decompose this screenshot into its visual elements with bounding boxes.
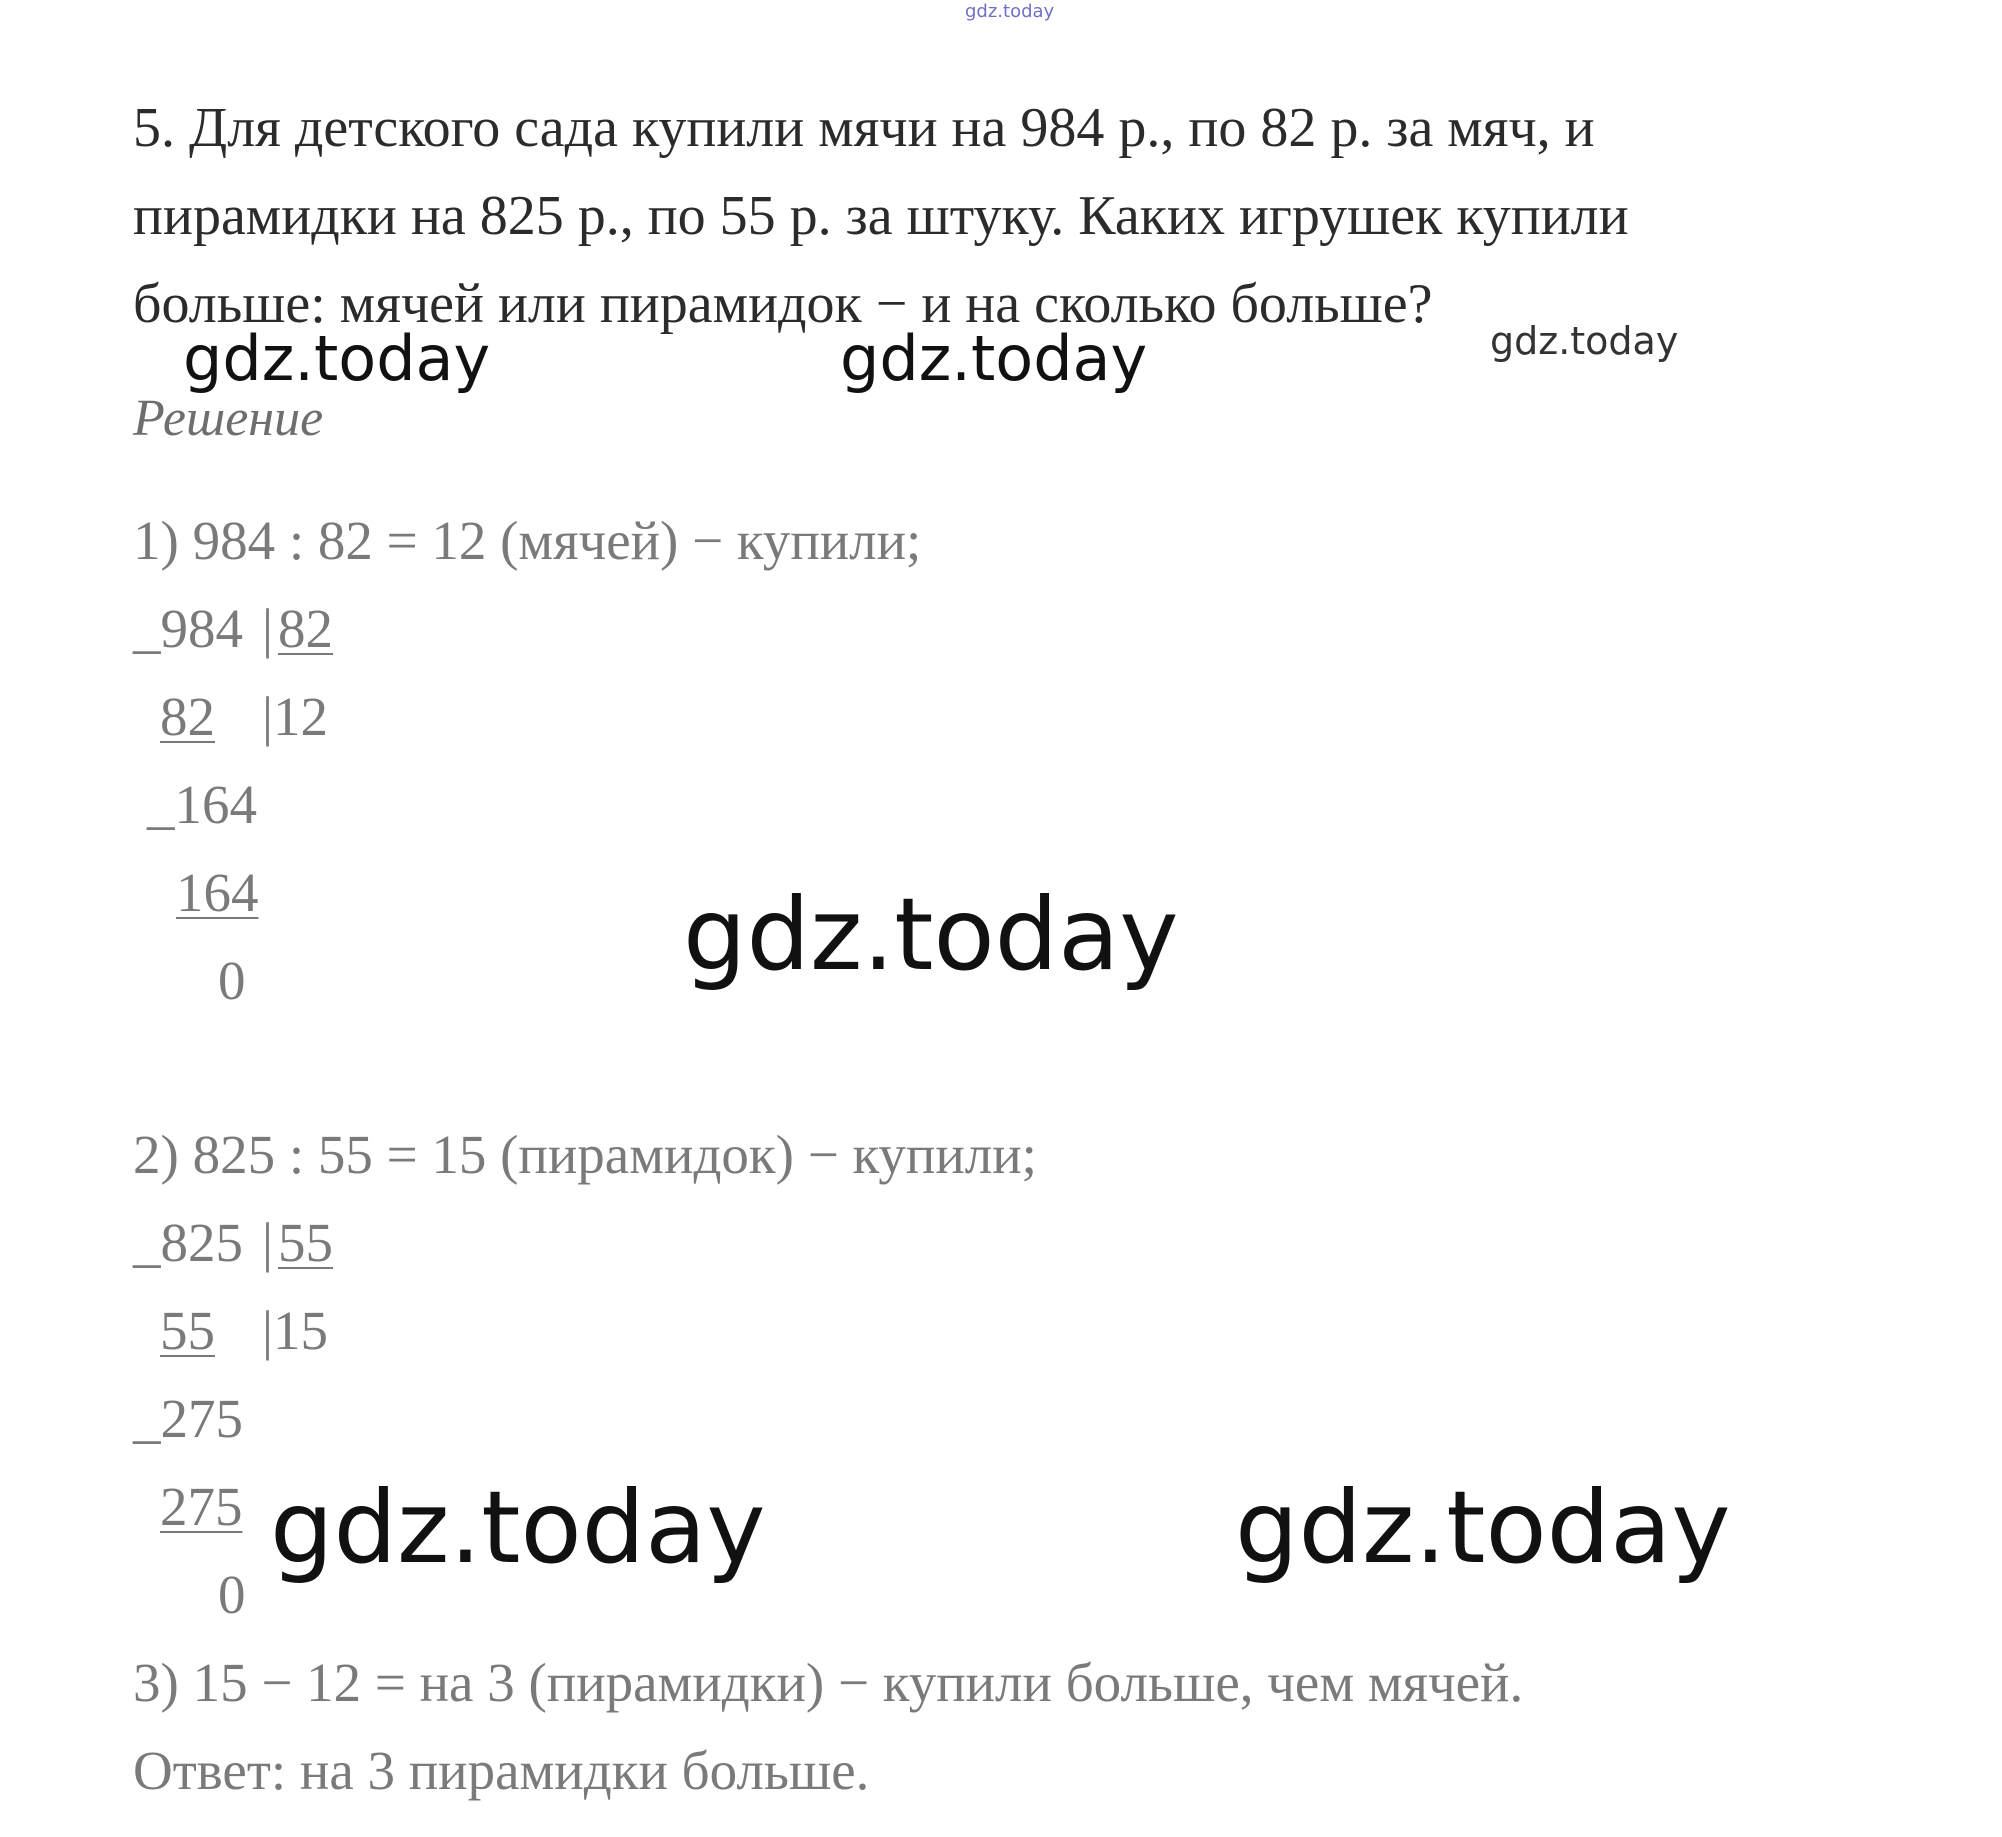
division1-subtrahend-2: 164: [176, 862, 259, 923]
solution-step-1: 1) 984 : 82 = 12 (мячей) − купили;: [133, 510, 922, 571]
division1-remainder-1: _164: [147, 774, 257, 835]
division2-bar: |: [262, 1212, 274, 1273]
watermark: gdz.today: [683, 876, 1179, 993]
division2-result: 0: [218, 1564, 246, 1625]
watermark: gdz.today: [183, 322, 491, 395]
watermark: gdz.today: [270, 1469, 766, 1586]
problem-line-2: пирамидки на 825 р., по 55 р. за штуку. Каких игрушек купили: [133, 185, 1629, 247]
division2-dividend: _825: [133, 1212, 243, 1273]
division1-quotient: |12: [262, 686, 329, 747]
division2-subtrahend-1: 55: [160, 1300, 215, 1361]
division1-bar: |: [262, 598, 274, 659]
watermark: gdz.today: [1490, 319, 1679, 363]
division1-dividend: _984: [133, 598, 243, 659]
division1-divisor: 82: [278, 598, 333, 659]
problem-line-1: 5. Для детского сада купили мячи на 984 р., по 82 р. за мяч, и: [133, 97, 1595, 159]
solution-heading: Решение: [133, 390, 324, 447]
solution-step-2: 2) 825 : 55 = 15 (пирамидок) − купили;: [133, 1124, 1037, 1185]
division2-divisor: 55: [278, 1212, 333, 1273]
watermark: gdz.today: [1235, 1469, 1731, 1586]
problem-line-3: больше: мячей или пирамидок − и на сколько больше?: [133, 273, 1433, 335]
division2-subtrahend-2: 275: [160, 1476, 243, 1537]
solution-step-3: 3) 15 − 12 = на 3 (пирамидки) − купили больше, чем мячей.: [133, 1652, 1524, 1713]
division1-subtrahend-1: 82: [160, 686, 215, 747]
division2-quotient: |15: [262, 1300, 329, 1361]
division2-remainder-1: _275: [133, 1388, 243, 1449]
solution-answer: Ответ: на 3 пирамидки больше.: [133, 1740, 870, 1801]
watermark: gdz.today: [840, 322, 1148, 395]
division1-result: 0: [218, 950, 246, 1011]
watermark-top: gdz.today: [965, 1, 1055, 22]
